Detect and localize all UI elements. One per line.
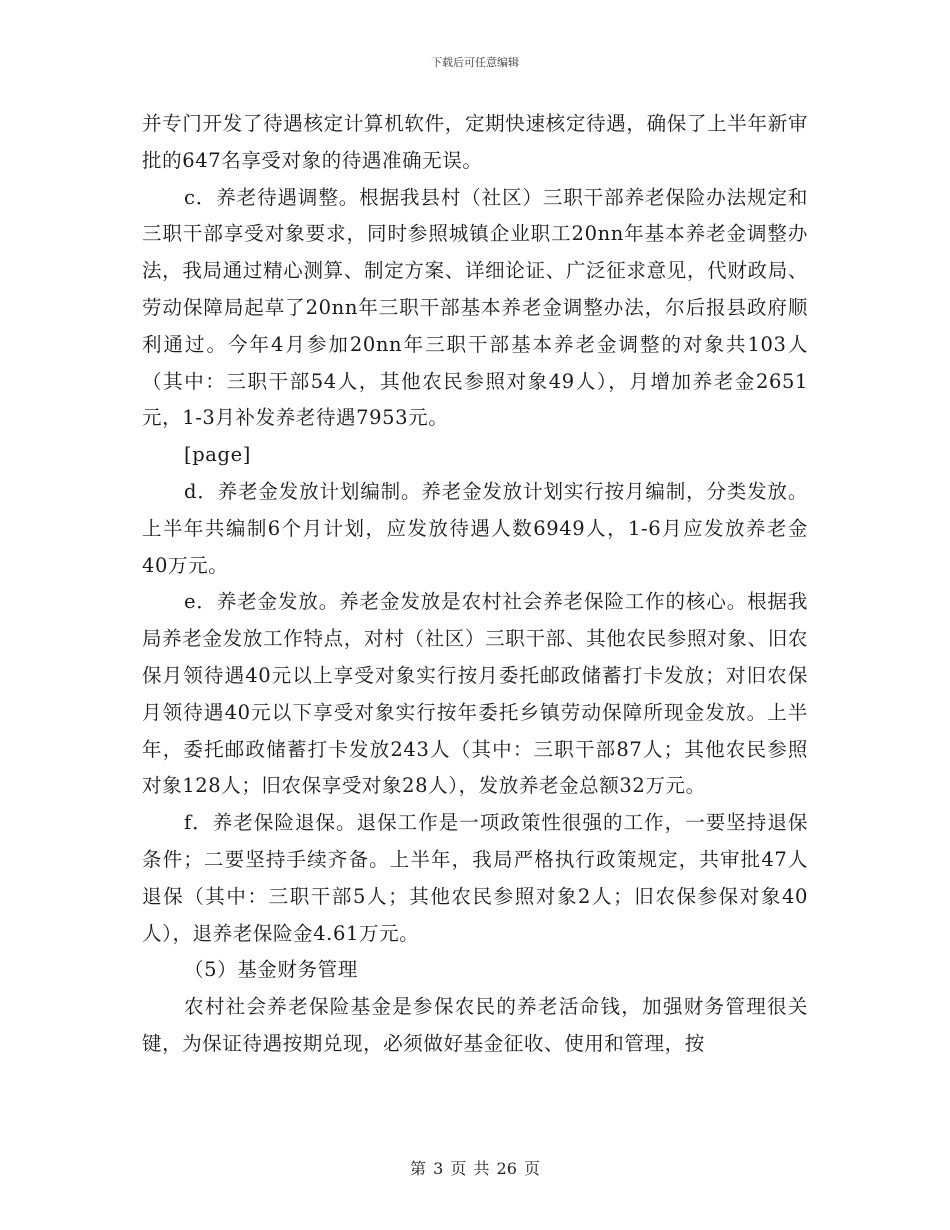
page-marker: [page] xyxy=(184,443,251,467)
page-header-note: 下载后可任意编辑 xyxy=(431,56,519,69)
paragraph-fund-management: 农村社会养老保险基金是参保农民的养老活命钱，加强财务管理很关键，为保证待遇按期兑现，必须做好基金征收、使用和管理，按 xyxy=(142,995,808,1055)
paragraph-insurance-refund: f．养老保险退保。退保工作是一项政策性很强的工作，一要坚持退保条件；二要坚持手续齐备。上半年，我局严格执行政策规定，共审批47人退保（其中：三职干部5人；其他农民参照对象2人；旧农保参保对象40人），退养老保险金4.61万元。 xyxy=(142,811,808,945)
section-heading-fund-management: （5）基金财务管理 xyxy=(184,958,358,982)
paragraph-continuation: 并专门开发了待遇核定计算机软件，定期快速核定待遇，确保了上半年新审批的647名享受对象的待遇准确无误。 xyxy=(142,112,808,172)
paragraph-pension-payment: e．养老金发放。养老金发放是农村社会养老保险工作的核心。根据我局养老金发放工作特点，对村（社区）三职干部、其他农民参照对象、旧农保月领待遇40元以上享受对象实行按月委托邮政储蓄打卡发放；对旧农保月领待遇40元以下享受对象实行按年委托乡镇劳动保障所现金发放。上半年，委托邮政储蓄打卡发放243人（其中：三职干部87人；其他农民参照对象128人；旧农保享受对象28人），发放养老金总额32万元。 xyxy=(142,590,808,798)
paragraph-payment-plan: d．养老金发放计划编制。养老金发放计划实行按月编制，分类发放。上半年共编制6个月计划，应发放待遇人数6949人，1-6月应发放养老金40万元。 xyxy=(142,479,808,577)
page-number-footer: 第 3 页 共 26 页 xyxy=(410,1159,540,1178)
document-body xyxy=(142,106,808,1063)
paragraph-pension-adjustment: c．养老待遇调整。根据我县村（社区）三职干部养老保险办法规定和三职干部享受对象要求，同时参照城镇企业职工20nn年基本养老金调整办法，我局通过精心测算、制定方案、详细论证、广泛征求意见，代财政局、劳动保障局起草了20nn年三职干部基本养老金调整办法，尔后报县政府顺利通过。今年4月参加20nn年三职干部基本养老金调整的对象共103人（其中：三职干部54人，其他农民参照对象49人），月增加养老金2651元，1-3月补发养老待遇7953元。 xyxy=(142,185,808,430)
